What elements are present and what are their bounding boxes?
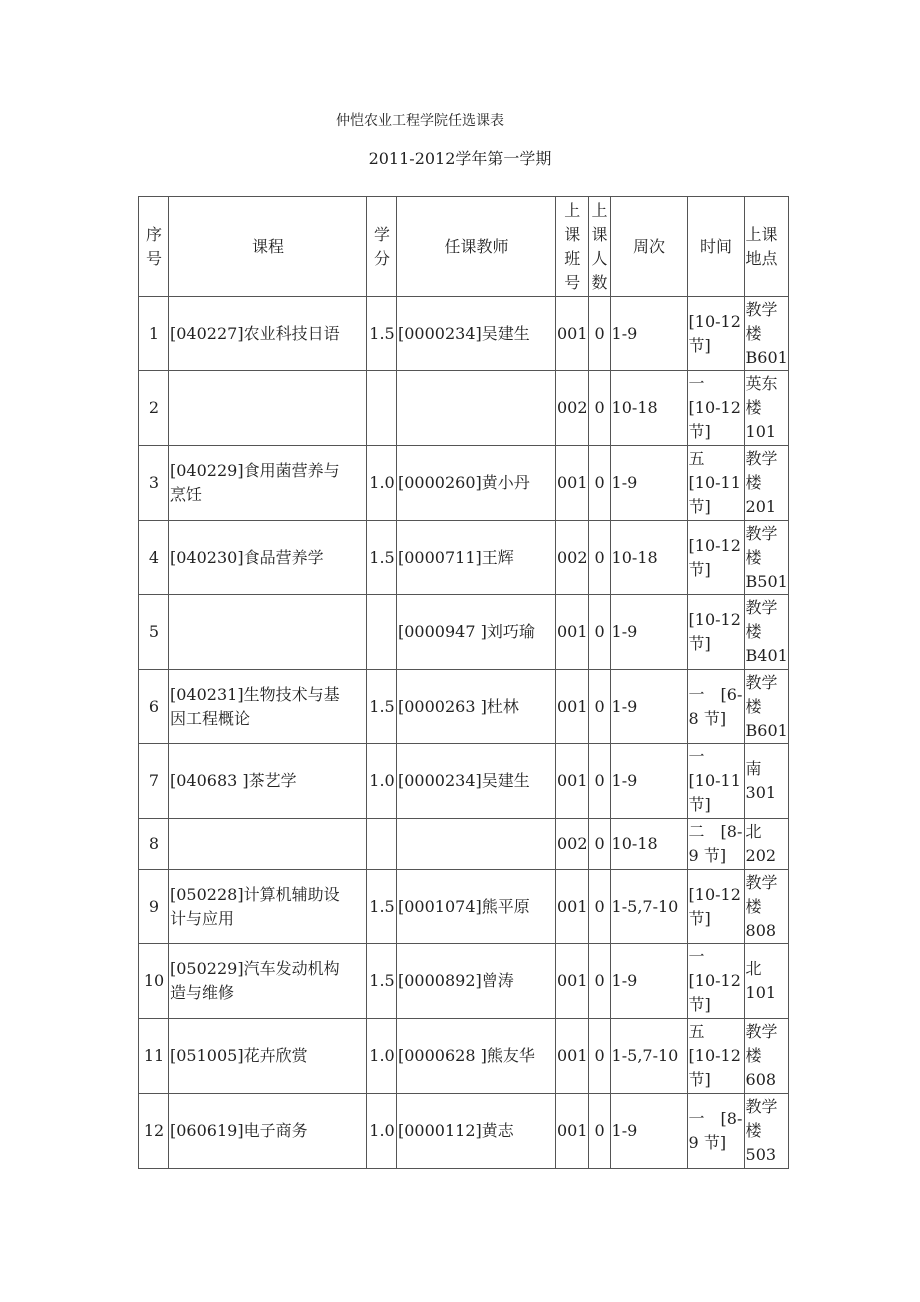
cell-seq (139, 595, 169, 670)
course-text: [060619]电子商务 (170, 1121, 308, 1140)
teacher-text: [0000628 ]熊友华 (398, 1046, 535, 1065)
cell-weeks (610, 446, 687, 521)
weeks-text: 1-5,7-10 (611, 896, 679, 916)
seq-text: 2 (148, 398, 160, 417)
course-text: [040683 ]茶艺学 (170, 771, 297, 790)
weeks-text: 10-18 (611, 547, 658, 567)
table-row (139, 446, 789, 521)
enrolled-text: 上 课 人 数 (591, 200, 608, 292)
cell-weeks (610, 371, 687, 446)
enrolled-text: 0 (594, 771, 605, 790)
cell-credit (367, 1094, 397, 1169)
weeks-text: 1-9 (611, 473, 638, 492)
cell-course (169, 297, 367, 371)
time-text: 二 [8- 9 节] (688, 822, 743, 865)
seq-text: 序 号 (145, 224, 162, 268)
enrolled-text: 0 (594, 398, 605, 417)
credit-text: 1.5 (369, 971, 395, 990)
cell-credit (367, 521, 397, 595)
cell-teacher (397, 670, 556, 744)
credit-text: 1.0 (369, 771, 395, 790)
table-row (139, 1094, 789, 1169)
cell-enrolled (588, 1094, 610, 1169)
course-text: [051005]花卉欣赏 (170, 1046, 308, 1065)
weeks-text: 1-9 (611, 1121, 638, 1140)
location-text: 教学 楼 B601 (745, 299, 788, 367)
table-header-row (139, 197, 789, 297)
cell-teacher (397, 870, 556, 944)
weeks-text: 1-9 (611, 696, 638, 716)
cell-teacher (397, 819, 556, 870)
cell-location (744, 670, 788, 744)
credit-text: 1.0 (369, 473, 395, 492)
cell-class-no (556, 521, 589, 595)
cell-class-no (556, 944, 589, 1019)
cell-credit (367, 944, 397, 1019)
cell-time (687, 297, 744, 371)
time-text: 一 [6- 8 节] (688, 684, 743, 728)
location-text: 教学 楼 808 (745, 872, 778, 940)
cell-class-no (556, 595, 589, 670)
cell-location (744, 944, 788, 1019)
cell-credit (367, 870, 397, 944)
teacher-text: [0000947 ]刘巧瑜 (398, 622, 535, 641)
credit-text (367, 595, 396, 669)
cell-enrolled (588, 521, 610, 595)
time-text: 时间 (700, 236, 733, 256)
enrolled-text: 0 (594, 896, 605, 916)
table-row (139, 744, 789, 819)
header-weeks (610, 197, 687, 297)
cell-seq (139, 521, 169, 595)
class-no-text: 002 (557, 398, 588, 417)
seq-text: 7 (148, 771, 160, 790)
course-text (169, 819, 366, 869)
seq-text: 6 (148, 696, 160, 716)
cell-enrolled (588, 595, 610, 670)
header-enrolled (588, 197, 610, 297)
location-text: 北 101 (745, 959, 777, 1002)
cell-teacher (397, 446, 556, 521)
credit-text (367, 371, 396, 445)
cell-course (169, 819, 367, 870)
cell-time (687, 819, 744, 870)
cell-credit (367, 744, 397, 819)
cell-teacher (397, 297, 556, 371)
cell-teacher (397, 1019, 556, 1094)
teacher-text: [0000112]黄志 (398, 1121, 514, 1140)
cell-location (744, 595, 788, 670)
enrolled-text: 0 (594, 1046, 605, 1065)
class-no-text: 001 (557, 473, 588, 492)
location-text: 教学 楼 B501 (745, 523, 788, 591)
cell-enrolled (588, 371, 610, 446)
credit-text: 1.5 (369, 896, 395, 916)
time-text: 一 [10-12 节] (688, 374, 741, 441)
cell-teacher (397, 1094, 556, 1169)
cell-weeks (610, 521, 687, 595)
teacher-text: 任课教师 (444, 236, 509, 256)
course-text: 课程 (251, 236, 284, 256)
class-no-text: 001 (557, 696, 588, 716)
seq-text: 9 (148, 896, 160, 916)
enrolled-text: 0 (594, 622, 605, 641)
enrolled-text: 0 (594, 1121, 605, 1140)
location-text: 上课 地点 (745, 224, 778, 268)
cell-time (687, 521, 744, 595)
cell-weeks (610, 595, 687, 670)
cell-location (744, 446, 788, 521)
course-text: [050228]计算机辅助设 计与应用 (170, 884, 340, 928)
cell-course (169, 371, 367, 446)
header-course (169, 197, 367, 297)
cell-credit (367, 819, 397, 870)
location-text: 教学 楼 B601 (745, 672, 788, 740)
teacher-text: [0000260]黄小丹 (398, 473, 530, 492)
cell-time (687, 1094, 744, 1169)
location-text: 教学 楼 608 (745, 1022, 778, 1089)
course-table (138, 196, 789, 1169)
cell-class-no (556, 744, 589, 819)
time-text: [10-12 节] (688, 610, 741, 653)
credit-text: 1.5 (369, 547, 395, 567)
weeks-text: 1-9 (611, 971, 638, 990)
teacher-text: [0000234]吴建生 (398, 771, 530, 790)
cell-course (169, 870, 367, 944)
cell-location (744, 521, 788, 595)
class-no-text: 001 (557, 1046, 588, 1065)
course-text (169, 371, 366, 445)
cell-course (169, 1019, 367, 1094)
cell-course (169, 670, 367, 744)
cell-weeks (610, 870, 687, 944)
cell-course (169, 944, 367, 1019)
cell-location (744, 870, 788, 944)
enrolled-text: 0 (594, 696, 605, 716)
cell-enrolled (588, 446, 610, 521)
teacher-text: [0000234]吴建生 (398, 323, 530, 343)
cell-enrolled (588, 297, 610, 371)
header-class-no (556, 197, 589, 297)
header-credit (367, 197, 397, 297)
table-row (139, 521, 789, 595)
cell-class-no (556, 1094, 589, 1169)
cell-seq (139, 1094, 169, 1169)
class-no-text: 001 (557, 622, 588, 641)
cell-enrolled (588, 744, 610, 819)
cell-enrolled (588, 819, 610, 870)
weeks-text: 1-9 (611, 771, 638, 790)
cell-weeks (610, 744, 687, 819)
cell-seq (139, 1019, 169, 1094)
weeks-text: 周次 (633, 236, 666, 256)
course-text: [040230]食品营养学 (170, 547, 324, 567)
table-row (139, 944, 789, 1019)
cell-enrolled (588, 870, 610, 944)
seq-text: 10 (143, 971, 165, 990)
cell-course (169, 446, 367, 521)
location-text: 教学 楼 503 (745, 1097, 778, 1164)
cell-weeks (610, 944, 687, 1019)
header-location (744, 197, 788, 297)
seq-text: 5 (148, 622, 160, 641)
enrolled-text: 0 (594, 473, 605, 492)
time-text: 五 [10-12 节] (688, 1022, 741, 1089)
time-text: 一 [10-11 节] (688, 747, 741, 814)
cell-class-no (556, 446, 589, 521)
location-text: 南 301 (745, 759, 777, 802)
header-seq (139, 197, 169, 297)
semester-heading: 2011-2012学年第一学期 (368, 149, 552, 168)
cell-class-no (556, 819, 589, 870)
weeks-text: 10-18 (611, 834, 658, 853)
teacher-text (397, 371, 555, 445)
credit-text: 1.0 (369, 1121, 395, 1140)
teacher-text: [0001074]熊平原 (398, 896, 530, 916)
time-text: [10-12 节] (688, 535, 741, 579)
seq-text: 3 (148, 473, 160, 492)
class-no-text: 001 (557, 971, 588, 990)
class-no-text: 001 (557, 323, 588, 343)
table-row (139, 595, 789, 670)
credit-text (367, 819, 396, 869)
cell-teacher (397, 744, 556, 819)
cell-weeks (610, 1019, 687, 1094)
cell-enrolled (588, 1019, 610, 1094)
cell-location (744, 1019, 788, 1094)
cell-course (169, 521, 367, 595)
time-text: 五 [10-11 节] (688, 449, 741, 516)
cell-weeks (610, 297, 687, 371)
cell-class-no (556, 371, 589, 446)
teacher-text: [0000711]王辉 (398, 547, 514, 567)
time-text: [10-12 节] (688, 311, 741, 355)
cell-teacher (397, 944, 556, 1019)
table-row (139, 819, 789, 870)
location-text: 英东 楼 101 (745, 374, 778, 441)
cell-credit (367, 371, 397, 446)
class-no-text: 001 (557, 1121, 588, 1140)
cell-seq (139, 371, 169, 446)
class-no-text: 001 (557, 771, 588, 790)
table-row (139, 1019, 789, 1094)
time-text: [10-12 节] (688, 884, 741, 928)
enrolled-text: 0 (594, 547, 605, 567)
cell-credit (367, 297, 397, 371)
seq-text: 4 (148, 547, 160, 567)
cell-seq (139, 446, 169, 521)
cell-time (687, 944, 744, 1019)
cell-class-no (556, 297, 589, 371)
teacher-text: [0000892]曾涛 (398, 971, 514, 990)
cell-seq (139, 744, 169, 819)
enrolled-text: 0 (594, 971, 605, 990)
cell-course (169, 595, 367, 670)
cell-location (744, 297, 788, 371)
enrolled-text: 0 (594, 323, 605, 343)
cell-location (744, 371, 788, 446)
seq-text: 11 (143, 1046, 165, 1065)
cell-enrolled (588, 670, 610, 744)
cell-time (687, 1019, 744, 1094)
cell-weeks (610, 670, 687, 744)
cell-teacher (397, 371, 556, 446)
cell-course (169, 1094, 367, 1169)
class-no-text: 002 (557, 834, 588, 853)
location-text: 教学 楼 201 (745, 449, 778, 516)
credit-text: 1.5 (369, 696, 395, 716)
cell-weeks (610, 819, 687, 870)
cell-credit (367, 595, 397, 670)
cell-time (687, 595, 744, 670)
teacher-text: [0000263 ]杜林 (398, 696, 519, 716)
cell-time (687, 371, 744, 446)
weeks-text: 10-18 (611, 398, 658, 417)
cell-class-no (556, 1019, 589, 1094)
course-text: [040227]农业科技日语 (170, 323, 340, 343)
cell-enrolled (588, 944, 610, 1019)
header-time (687, 197, 744, 297)
cell-seq (139, 819, 169, 870)
cell-seq (139, 670, 169, 744)
course-text (169, 595, 366, 669)
table-row (139, 870, 789, 944)
cell-seq (139, 870, 169, 944)
table-row (139, 297, 789, 371)
cell-time (687, 670, 744, 744)
cell-teacher (397, 521, 556, 595)
class-no-text: 002 (557, 547, 588, 567)
seq-text: 1 (148, 323, 160, 343)
cell-credit (367, 670, 397, 744)
cell-time (687, 446, 744, 521)
cell-class-no (556, 870, 589, 944)
credit-text: 1.0 (369, 1046, 395, 1065)
cell-credit (367, 1019, 397, 1094)
credit-text: 1.5 (369, 323, 395, 343)
course-text: [050229]汽车发动机构 造与维修 (170, 959, 340, 1002)
cell-seq (139, 944, 169, 1019)
class-no-text: 上 课 班 号 (564, 200, 581, 292)
cell-time (687, 744, 744, 819)
teacher-text (397, 819, 555, 869)
cell-credit (367, 446, 397, 521)
location-text: 教学 楼 B401 (745, 598, 788, 665)
cell-class-no (556, 670, 589, 744)
seq-text: 8 (148, 834, 160, 853)
table-row (139, 670, 789, 744)
weeks-text: 1-5,7-10 (611, 1046, 679, 1065)
cell-teacher (397, 595, 556, 670)
course-text: [040231]生物技术与基 因工程概论 (170, 684, 340, 728)
time-text: 一 [10-12 节] (688, 947, 741, 1014)
cell-location (744, 819, 788, 870)
cell-course (169, 744, 367, 819)
table-row (139, 371, 789, 446)
time-text: 一 [8- 9 节] (688, 1109, 743, 1152)
document-title: 仲恺农业工程学院任选课表 (336, 113, 504, 129)
cell-location (744, 744, 788, 819)
location-text: 北 202 (745, 822, 777, 865)
header-teacher (397, 197, 556, 297)
weeks-text: 1-9 (611, 622, 638, 641)
enrolled-text: 0 (594, 834, 605, 853)
cell-time (687, 870, 744, 944)
course-text: [040229]食用菌营养与 烹饪 (170, 461, 340, 504)
seq-text: 12 (143, 1121, 165, 1140)
cell-weeks (610, 1094, 687, 1169)
class-no-text: 001 (557, 896, 588, 916)
credit-text: 学 分 (373, 224, 390, 268)
weeks-text: 1-9 (611, 323, 638, 343)
cell-seq (139, 297, 169, 371)
cell-location (744, 1094, 788, 1169)
